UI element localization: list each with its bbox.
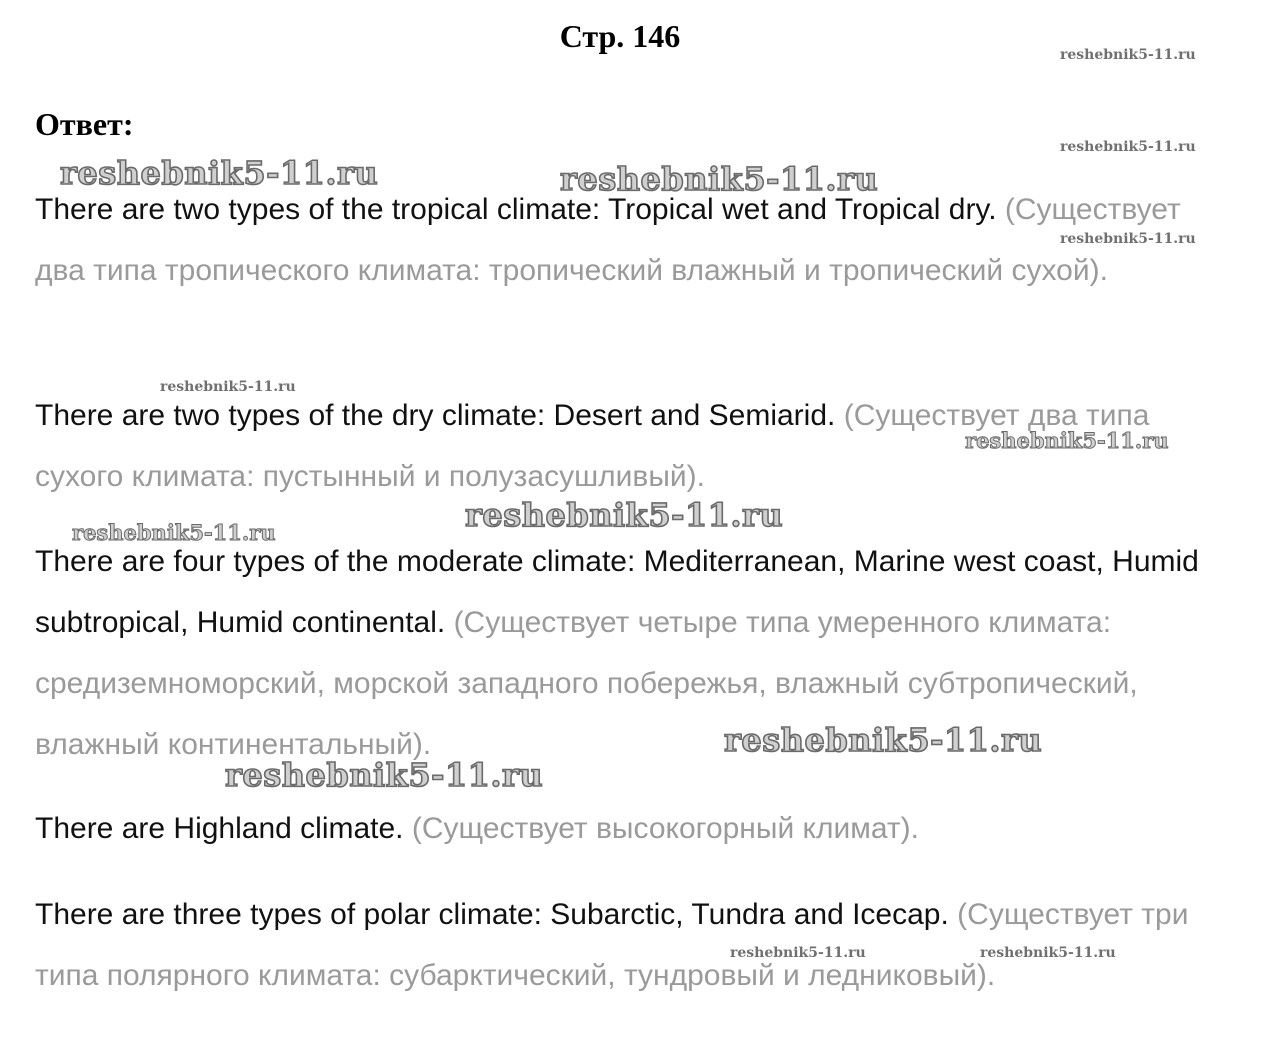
english-text: There are three types of polar climate: Subarctic, Tundra and Icecap. — [35, 898, 949, 931]
russian-translation: (Существует четыре типа умеренного климата: средиземноморский, морской западного побережья, влажный субтропический, влажный континентальный). — [35, 606, 1138, 761]
page-title: Стр. 146 — [559, 18, 681, 54]
watermark: reshebnik5-11.ru — [60, 154, 379, 192]
russian-translation: (Существует высокогорный климат). — [411, 812, 919, 845]
answer-label: Ответ: — [35, 106, 134, 142]
russian-translation: (Существует три типа полярного климата: субарктический, тундровый и ледниковый). — [35, 898, 1189, 992]
watermark: reshebnik5-11.ru — [1060, 47, 1196, 63]
russian-translation: (Существует два типа тропического климата: тропический влажный и тропический сухой). — [35, 193, 1181, 287]
watermark: reshebnik5-11.ru — [1060, 139, 1196, 155]
watermark: reshebnik5-11.ru — [465, 496, 784, 534]
watermark: reshebnik5-11.ru — [730, 945, 866, 961]
watermark: reshebnik5-11.ru — [160, 379, 296, 395]
watermark: reshebnik5-11.ru — [980, 945, 1116, 961]
english-text: There are two types of the dry climate: Desert and Semiarid. — [35, 399, 836, 432]
answer-paragraph-highland — [35, 798, 1230, 859]
watermark: reshebnik5-11.ru — [225, 756, 544, 794]
watermark: reshebnik5-11.ru — [1060, 231, 1196, 247]
watermark: reshebnik5-11.ru — [965, 428, 1169, 453]
watermark: reshebnik5-11.ru — [72, 520, 276, 545]
russian-translation: (Существует два типа сухого климата: пустынный и полузасушливый). — [35, 399, 1150, 493]
english-text: There are four types of the moderate climate: Mediterranean, Marine west coast, Humid subtropical, Humid continental. — [35, 545, 1199, 639]
english-text: There are two types of the tropical climate: Tropical wet and Tropical dry. — [35, 193, 997, 226]
answer-paragraph-moderate — [35, 531, 1230, 775]
english-text: There are Highland climate. — [35, 812, 404, 845]
watermark: reshebnik5-11.ru — [724, 721, 1043, 759]
watermark: reshebnik5-11.ru — [560, 160, 879, 198]
